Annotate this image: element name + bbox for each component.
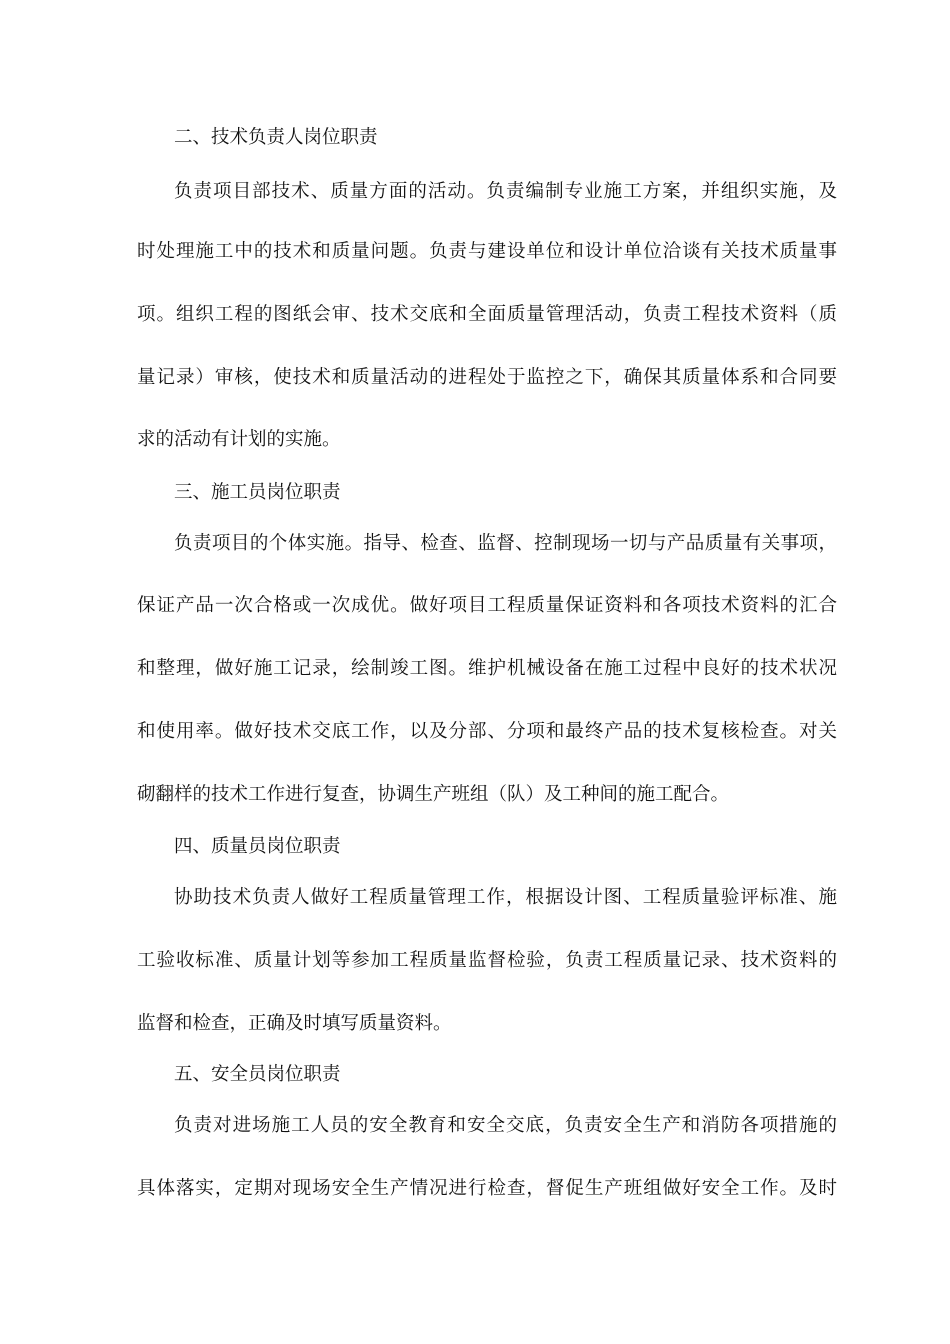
paragraph-line: 协助技术负责人做好工程质量管理工作，根据设计图、工程质量验评标准、施 [174,887,837,908]
section-heading-safety-staff: 五、安全员岗位职责 [174,1064,341,1085]
paragraph-line: 工验收标准、质量计划等参加工程质量监督检验，负责工程质量记录、技术资料的 [137,950,837,971]
paragraph-line: 负责项目部技术、质量方面的活动。负责编制专业施工方案，并组织实施，及 [174,181,837,202]
paragraph-line: 具体落实，定期对现场安全生产情况进行检查，督促生产班组做好安全工作。及时 [137,1178,837,1199]
section-heading-quality-staff: 四、质量员岗位职责 [174,836,341,857]
paragraph-line: 负责对进场施工人员的安全教育和安全交底，负责安全生产和消防各项措施的 [174,1115,837,1136]
paragraph-line: 负责项目的个体实施。指导、检查、监督、控制现场一切与产品质量有关事项， [174,533,837,554]
paragraph-line: 和使用率。做好技术交底工作，以及分部、分项和最终产品的技术复核检查。对关 [137,721,837,742]
paragraph-line: 和整理，做好施工记录，绘制竣工图。维护机械设备在施工过程中良好的技术状况 [137,658,837,679]
paragraph-line: 求的活动有计划的实施。 [137,429,341,450]
paragraph-line: 保证产品一次合格或一次成优。做好项目工程质量保证资料和各项技术资料的汇合 [137,595,837,616]
paragraph-line: 项。组织工程的图纸会审、技术交底和全面质量管理活动，负责工程技术资料（质 [137,304,837,325]
paragraph-line: 时处理施工中的技术和质量问题。负责与建设单位和设计单位洽谈有关技术质量事 [137,241,837,262]
section-heading-construction-staff: 三、施工员岗位职责 [174,482,341,503]
paragraph-line: 量记录）审核，使技术和质量活动的进程处于监控之下，确保其质量体系和合同要 [137,367,837,388]
paragraph-line: 砌翻样的技术工作进行复查，协调生产班组（队）及工种间的施工配合。 [137,784,730,805]
section-heading-technical-lead: 二、技术负责人岗位职责 [174,127,378,148]
paragraph-line: 监督和检查，正确及时填写质量资料。 [137,1013,452,1034]
